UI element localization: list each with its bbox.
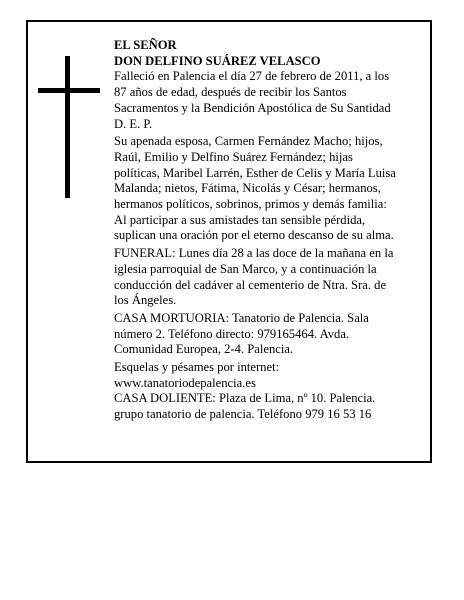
text-line: Al participar a sus amistades tan sensible pérdida, [114, 212, 366, 227]
text-line: suplican una oración por el eterno descanso de su alma. [114, 228, 394, 243]
notice-heading-title: EL SEÑOR [114, 38, 177, 52]
text-line: 87 años de edad, después de recibir los Santos [114, 85, 347, 100]
text-line: políticas, Maribel Larrén, Esther de Celis y María Luisa [114, 165, 396, 180]
text-line: Malanda; nietos, Fátima, Nicolás y César; hermanos, [114, 181, 381, 196]
text-line: los Ángeles. [114, 293, 177, 308]
notice-heading-name: DON DELFINO SUÁREZ VELASCO [114, 53, 321, 68]
cross-vertical-bar [65, 56, 70, 198]
text-line: conducción del cadáver al cementerio de Ntra. Sra. de [114, 277, 387, 292]
text-line: D. E. P. [114, 116, 153, 131]
obituary-notice [26, 20, 432, 463]
website-text: www.tanatoriodepalencia.es [114, 375, 256, 390]
text-line: Esquelas y pésames por internet: [114, 360, 280, 375]
text-line: Sacramentos y la Bendición Apostólica de Su Santidad [114, 100, 391, 115]
text-line: Falleció en Palencia el día 27 de febrero de 2011, a los [114, 69, 390, 84]
text-line: iglesia parroquial de San Marco, y a continuación la [114, 261, 377, 276]
text-line: hermanos políticos, sobrinos, primos y demás familia: [114, 197, 387, 212]
paragraph-funeral-home [114, 311, 430, 358]
text-line: número 2. Teléfono directo: 979165464. Avda. [114, 326, 350, 341]
text-line: grupo tanatorio de palencia. Teléfono 979 16 53 16 [114, 407, 372, 422]
text-line: CASA MORTUORIA: Tanatorio de Palencia. Sala [114, 310, 369, 325]
paragraph-funeral [114, 246, 430, 309]
notice-text [114, 38, 430, 425]
cross-horizontal-bar [38, 88, 100, 93]
paragraph-family [114, 134, 430, 244]
paragraph-death-details [114, 69, 430, 132]
text-line: CASA DOLIENTE: Plaza de Lima, nº 10. Palencia. [114, 391, 376, 406]
text-line: Raúl, Emilio y Delfino Suárez Fernández; hijas [114, 149, 353, 164]
text-line: FUNERAL: Lunes día 28 a las doce de la mañana en la [114, 246, 394, 261]
text-line: Comunidad Europea, 2-4. Palencia. [114, 342, 294, 357]
cross-icon [38, 56, 100, 198]
text-line: Su apenada esposa, Carmen Fernández Macho; hijos, [114, 134, 383, 149]
paragraph-contact [114, 360, 430, 423]
